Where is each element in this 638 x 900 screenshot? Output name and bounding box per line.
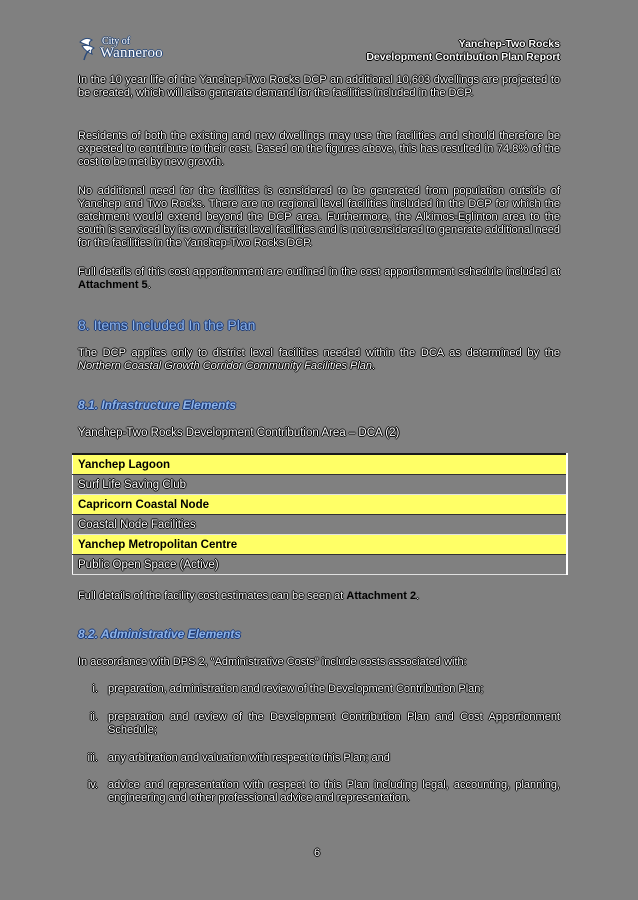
section-8-1-heading: 8.1. Infrastructure Elements: [78, 398, 237, 412]
logo-city-of: City of: [102, 36, 131, 47]
paragraph-admin-costs-intro: In accordance with DPS 2, "Administrative Costs" include costs associated with:: [78, 656, 467, 668]
attachment-2-ref: Attachment 2: [346, 590, 417, 602]
paragraph-dwellings: In the 10 year life of the Yanchep-Two Rocks DCP an additional 10,603 dwellings are projected to be created, which will also generate demand for the facilities included in the DCP.: [78, 74, 560, 99]
table-row-item: Surf Life Saving Club: [73, 475, 568, 495]
table-row-group: Yanchep Lagoon: [73, 454, 568, 475]
city-logo: [78, 36, 168, 64]
paragraph-facility-cost: Full details of the facility cost estimates can be seen at Attachment 2.: [78, 590, 420, 602]
paragraph-cost-apportionment: Full details of this cost apportionment are outlined in the cost apportionment schedule included at Attachment 5.: [78, 266, 560, 291]
facilities-table: [72, 453, 568, 575]
section-8-heading: 8. Items Included In the Plan: [78, 317, 256, 333]
table-row-group: Yanchep Metropolitan Centre: [73, 535, 568, 555]
paragraph-dcp-applies: The DCP applies only to district level facilities needed within the DCA as determined by the Northern Coastal Growth Corridor Community Facilities Plan.: [78, 347, 560, 372]
header-title-line2: Development Contribution Plan Report: [366, 51, 560, 63]
plan-title-ref: Northern Coastal Growth Corridor Community Facilities Plan: [78, 360, 373, 372]
logo-name: Wanneroo: [100, 45, 163, 61]
table-row-group: Capricorn Coastal Node: [73, 495, 568, 515]
paragraph-no-additional-need: No additional need for the facilities is considered to be generated from population outside of Yanchep and Two Rocks. There are no regional level facilities included in the DCP for which the catchment would extend beyond the DCP area. Furthermore, the Alkimos-Eglinton area to the south is serviced by its own district level facilities and is not considered to generate additional need for the facilities in the Yanchep-Two Rocks DCP.: [78, 185, 560, 249]
table-row-item: Public Open Space (Active): [73, 555, 568, 575]
paragraph-residents: Residents of both the existing and new dwellings may use the facilities and should therefore be expected to contribute to their cost. Based on the figures above, this has resulted in 74.8% of the cost to be met by new growth.: [78, 130, 560, 168]
table-row-item: Coastal Node Facilities: [73, 515, 568, 535]
section-8-2-heading: 8.2. Administrative Elements: [78, 627, 241, 641]
header-title-line1: Yanchep-Two Rocks: [458, 38, 560, 50]
dca-title: Yanchep-Two Rocks Development Contribution Area – DCA (2): [78, 427, 400, 439]
city-emblem-icon: [78, 36, 100, 62]
attachment-5-ref: Attachment 5: [78, 279, 148, 291]
page-number: 6: [314, 847, 321, 859]
document-header: [366, 38, 560, 64]
